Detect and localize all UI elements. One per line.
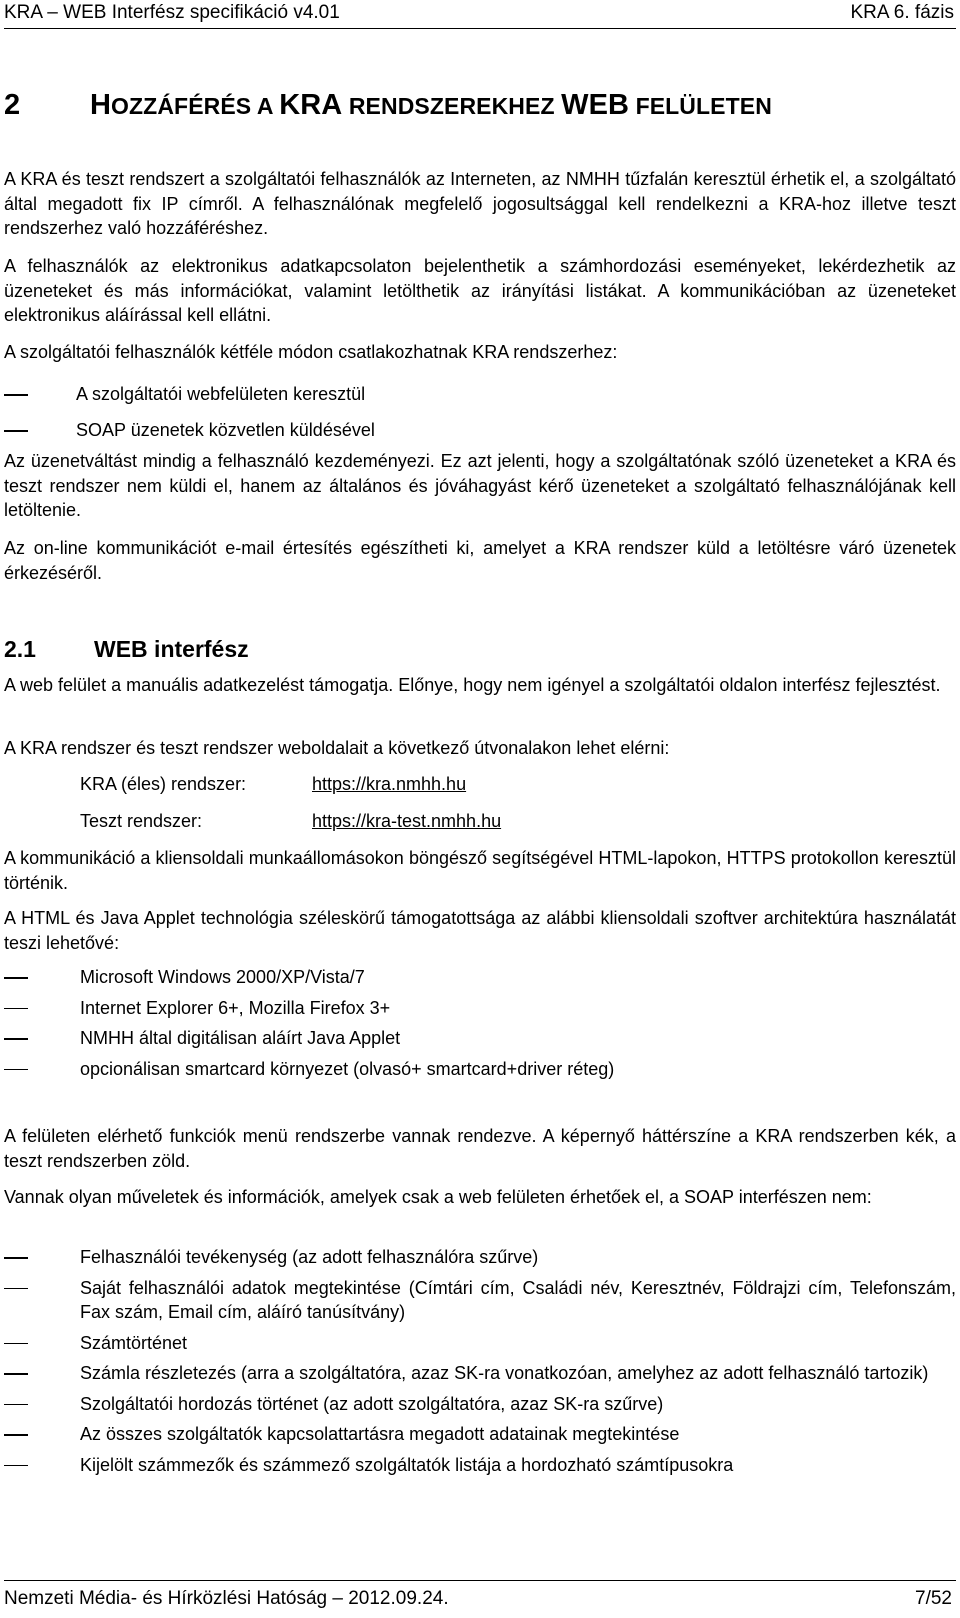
dash-bullet <box>4 430 28 432</box>
paragraph: A web felület a manuális adatkezelést támogatja. Előnye, hogy nem igényel a szolgáltatói oldalon interfész fejlesztést. <box>4 675 941 695</box>
section-title-part: RENDSZEREKHEZ <box>342 93 562 119</box>
list-item: SOAP üzenetek közvetlen küldésével <box>4 412 956 448</box>
dash-bullet <box>4 1038 28 1040</box>
dash-bullet <box>4 1257 28 1259</box>
section-title-part: H <box>90 89 112 121</box>
list-item: Internet Explorer 6+, Mozilla Firefox 3+ <box>4 993 956 1024</box>
url-label: KRA (éles) rendszer: <box>80 774 247 794</box>
section-title-part: OZZÁFÉRÉS A <box>111 93 280 119</box>
connection-methods-list <box>4 376 956 448</box>
list-item: Saját felhasználói adatok megtekintése (Címtári cím, Családi név, Keresztnév, Földrajzi cím, Telefonszám, Fax szám, Email cím, aláíró tanúsítvány) <box>4 1276 956 1325</box>
paragraph: A kommunikáció a kliensoldali munkaállomásokon böngésző segítségével HTML-lapokon, HTTPS protokollon keresztül történik. <box>4 848 956 893</box>
paragraph: A felületen elérhető funkciók menü rendszerbe vannak rendezve. A képernyő háttérszíne a KRA rendszerben kék, a teszt rendszerben zöld. <box>4 1126 956 1171</box>
subsection-number: 2.1 <box>4 636 36 662</box>
paragraph: Az on-line kommunikációt e-mail értesítés egészítheti ki, amelyet a KRA rendszer küld a letöltésre váró üzenetek érkezéséről. <box>4 538 956 583</box>
software-list <box>4 962 956 1084</box>
url-label: Teszt rendszer: <box>80 811 203 831</box>
dash-bullet <box>4 1465 28 1467</box>
paragraph: Az üzenetváltást mindig a felhasználó kezdeményezi. Ez azt jelenti, hogy a szolgáltatónak szóló üzeneteket a KRA és teszt rendszer nem küldi el, hanem az általános és jóváhagyást kérő üzeneteket a szolgáltató felhasználójának kell letöltenie. <box>4 451 956 520</box>
dash-bullet <box>4 1288 28 1290</box>
url-row <box>80 809 501 833</box>
dash-bullet <box>4 1343 28 1345</box>
paragraph: Vannak olyan műveletek és információk, amelyek csak a web felületen érhetőek el, a SOAP interfészen nem: <box>4 1187 872 1207</box>
paragraph: A felhasználók az elektronikus adatkapcsolaton bejelenthetik a számhordozási eseményeket, lekérdezhetik az üzeneteket és más információkat, valamint letölthetik az irányítási listákat. A kommunikációban az üzeneteket elektronikus aláírással kell ellátni. <box>4 256 956 325</box>
list-item: A szolgáltatói webfelületen keresztül <box>4 376 956 412</box>
header-title: KRA – WEB Interfész specifikáció v4.01 <box>4 2 340 23</box>
section-number: 2 <box>4 89 21 121</box>
section-title-part: WEB <box>561 89 630 121</box>
url-row <box>80 772 466 796</box>
list-item: Számla részletezés (arra a szolgáltatóra, azaz SK-ra vonatkozóan, amelyhez az adott felhasználó tartozik) <box>4 1361 956 1386</box>
list-item: NMHH által digitálisan aláírt Java Applet <box>4 1023 956 1054</box>
dash-bullet <box>4 1404 28 1406</box>
page-number: 7/52 <box>915 1588 952 1609</box>
paragraph: A KRA és teszt rendszert a szolgáltatói felhasználók az Interneten, az NMHH tűzfalán keresztül érhetik el, a szolgáltató által megadott fix IP címről. A felhasználónak megfelelő jogosultsággal kell rendelkezni a KRA-hoz illetve teszt rendszerhez való hozzáféréshez. <box>4 169 956 238</box>
subsection-title: WEB interfész <box>94 636 249 662</box>
list-item: Felhasználói tevékenység (az adott felhasználóra szűrve) <box>4 1245 956 1270</box>
section-title-part: KRA <box>279 89 343 121</box>
subsection-heading <box>4 635 249 663</box>
page-header <box>4 0 956 29</box>
list-item: Az összes szolgáltatók kapcsolattartásra megadott adatainak megtekintése <box>4 1422 956 1447</box>
list-item: Számtörténet <box>4 1331 956 1356</box>
dash-bullet <box>4 1373 28 1375</box>
paragraph: A KRA rendszer és teszt rendszer weboldalait a következő útvonalakon lehet elérni: <box>4 738 670 758</box>
header-phase: KRA 6. fázis <box>850 2 954 23</box>
web-only-functions-list <box>4 1245 956 1477</box>
list-item: Szolgáltatói hordozás történet (az adott szolgáltatóra, azaz SK-ra szűrve) <box>4 1392 956 1417</box>
paragraph: A HTML és Java Applet technológia széleskörű támogatottsága az alábbi kliensoldali szoftver architektúra használatát teszi lehetővé: <box>4 908 956 953</box>
dash-bullet <box>4 1434 28 1436</box>
kra-test-link[interactable]: https://kra-test.nmhh.hu <box>312 811 502 831</box>
dash-bullet <box>4 977 28 979</box>
list-item: opcionálisan smartcard környezet (olvasó+ smartcard+driver réteg) <box>4 1054 956 1085</box>
paragraph: A szolgáltatói felhasználók kétféle módon csatlakozhatnak KRA rendszerhez: <box>4 342 618 362</box>
list-item: Microsoft Windows 2000/XP/Vista/7 <box>4 962 956 993</box>
footer-authority: Nemzeti Média- és Hírközlési Hatóság – 2012.09.24. <box>4 1588 449 1609</box>
list-item: Kijelölt számmezők és számmező szolgáltatók listája a hordozható számtípusokra <box>4 1453 956 1478</box>
dash-bullet <box>4 394 28 396</box>
section-title-part: FELÜLETEN <box>629 93 772 119</box>
dash-bullet <box>4 1069 28 1071</box>
section-heading <box>4 88 772 123</box>
dash-bullet <box>4 1008 28 1010</box>
page-footer <box>4 1580 956 1611</box>
kra-live-link[interactable]: https://kra.nmhh.hu <box>312 774 467 794</box>
